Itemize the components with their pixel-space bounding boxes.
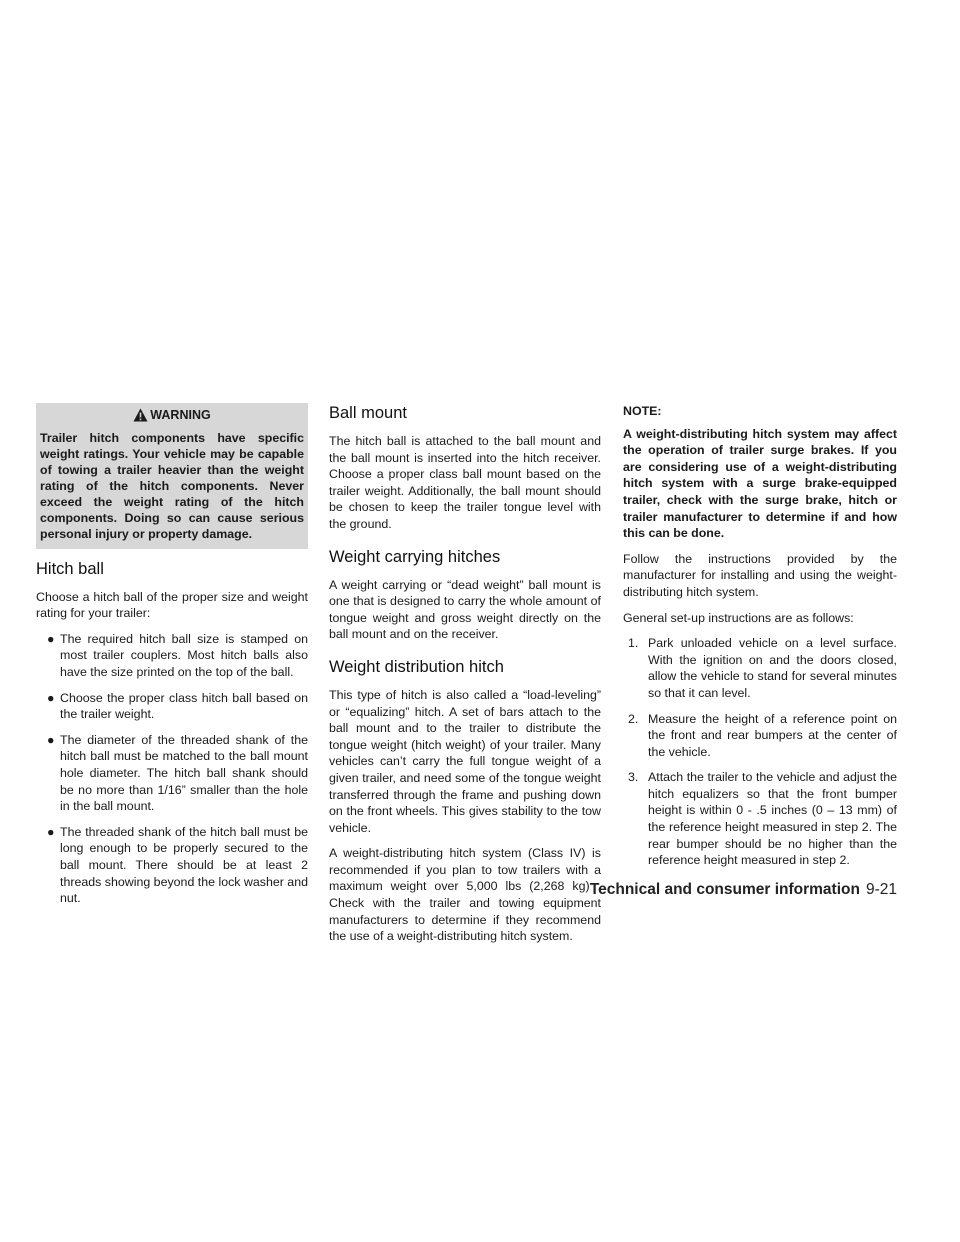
weight-distribution-heading: Weight distribution hitch: [329, 657, 504, 676]
bullet-icon: ●: [47, 631, 55, 646]
list-item: [623, 769, 897, 869]
footer-section-title: Technical and consumer information: [589, 881, 860, 898]
column-right: [623, 403, 897, 878]
ball-mount-text: The hitch ball is attached to the ball mount and the ball mount is inserted into the hitch receiver. Choose a proper class ball mount based on the trailer weight. Additionally, the ball mount should be chosen to keep the trailer tongue level with the ground.: [329, 434, 601, 531]
page-footer: [590, 881, 897, 899]
step-text: Measure the height of a reference point on the front and rear bumpers at the center of the vehicle.: [648, 711, 897, 759]
step-number: 3.: [628, 770, 639, 785]
note-label: NOTE:: [623, 404, 662, 418]
column-middle: [329, 403, 601, 954]
weight-carrying-heading: Weight carrying hitches: [329, 547, 501, 566]
hitch-ball-intro: Choose a hitch ball of the proper size and weight rating for your trailer:: [36, 589, 308, 621]
step-number: 2.: [628, 711, 639, 726]
bullet-icon: ●: [47, 732, 55, 747]
list-item-text: The threaded shank of the hitch ball must be long enough to be properly secured to the ball mount. There should be at least 2 threads showing beyond the lock washer and nut.: [60, 824, 308, 906]
step-text: Attach the trailer to the vehicle and adjust the hitch equalizers so that the front bumper height is within 0 - .5 inches (0 – 13 mm) of the reference height measured in step 2. The rear bumper should be no higher than the reference height measured in step 2.: [648, 770, 897, 868]
list-item-text: Choose the proper class hitch ball based on the trailer weight.: [60, 690, 308, 722]
step-number: 1.: [628, 636, 639, 651]
weight-distribution-text-2: A weight-distributing hitch system (Class IV) is recommended if you plan to tow trailers with a maximum weight over 5,000 lbs (2,268 kg) . Check with the trailer and towing equipment manufacturers to determine if they recommend the use of a weight-distributing hitch system.: [329, 846, 601, 944]
note-text: A weight-distributing hitch system may affect the operation of trailer surge brakes. If you are considering use of a weight-distributing hitch system with a surge brake-equipped trailer, check with the surge brake, hitch or trailer manufacturer to determine if and how this can be done.: [623, 426, 897, 541]
list-item: [36, 824, 308, 907]
warning-triangle-icon: [133, 408, 148, 422]
follow-instructions-text: Follow the instructions provided by the manufacturer for installing and using the weight-distributing hitch system.: [623, 551, 897, 599]
list-item: [36, 732, 308, 815]
weight-carrying-text: A weight carrying or “dead weight” ball mount is one that is designed to carry the whole amount of tongue weight and gross weight directly on the ball mount and on the receiver.: [329, 577, 601, 642]
ball-mount-heading: Ball mount: [329, 404, 407, 422]
warning-header: [36, 403, 308, 430]
column-left: [36, 403, 308, 916]
bullet-icon: ●: [47, 690, 55, 705]
step-text: Park unloaded vehicle on a level surface. With the ignition on and the doors closed, allow the vehicle to stand for several minutes so that it can level.: [648, 636, 897, 700]
list-item: [623, 711, 897, 761]
warning-text: Trailer hitch components have specific weight ratings. Your vehicle may be capable of towing a trailer heavier than the weight rating of the hitch components. Never exceed the weight rating of the hitch components. Doing so can cause serious personal injury or property damage.: [40, 430, 304, 541]
warning-title: WARNING: [150, 408, 211, 422]
general-instructions-text: General set-up instructions are as follows:: [623, 610, 854, 625]
bullet-icon: ●: [47, 824, 55, 839]
warning-box: [36, 403, 308, 549]
hitch-ball-heading: Hitch ball: [36, 559, 104, 578]
list-item-text: The diameter of the threaded shank of the hitch ball must be matched to the ball mount hole diameter. The hitch ball shank should be no more than 1/16” smaller than the hole in the ball mount.: [60, 732, 308, 814]
list-item-text: The required hitch ball size is stamped on most trailer couplers. Most hitch balls also have the size printed on the top of the ball.: [60, 631, 308, 679]
list-item: [36, 631, 308, 681]
page-number: 9-21: [865, 881, 897, 898]
list-item: [36, 690, 308, 723]
weight-distribution-text-1: This type of hitch is also called a “load-leveling” or “equalizing” hitch. A set of bars attach to the ball mount and to the trailer to distribute the tongue weight (hitch weight) of your trailer. Many vehicles can’t carry the full tongue weight of a given trailer, and need some of the tongue weight transferred through the frame and pushing down on the front wheels. This gives stability to the tow vehicle.: [329, 687, 601, 835]
list-item: [623, 635, 897, 701]
